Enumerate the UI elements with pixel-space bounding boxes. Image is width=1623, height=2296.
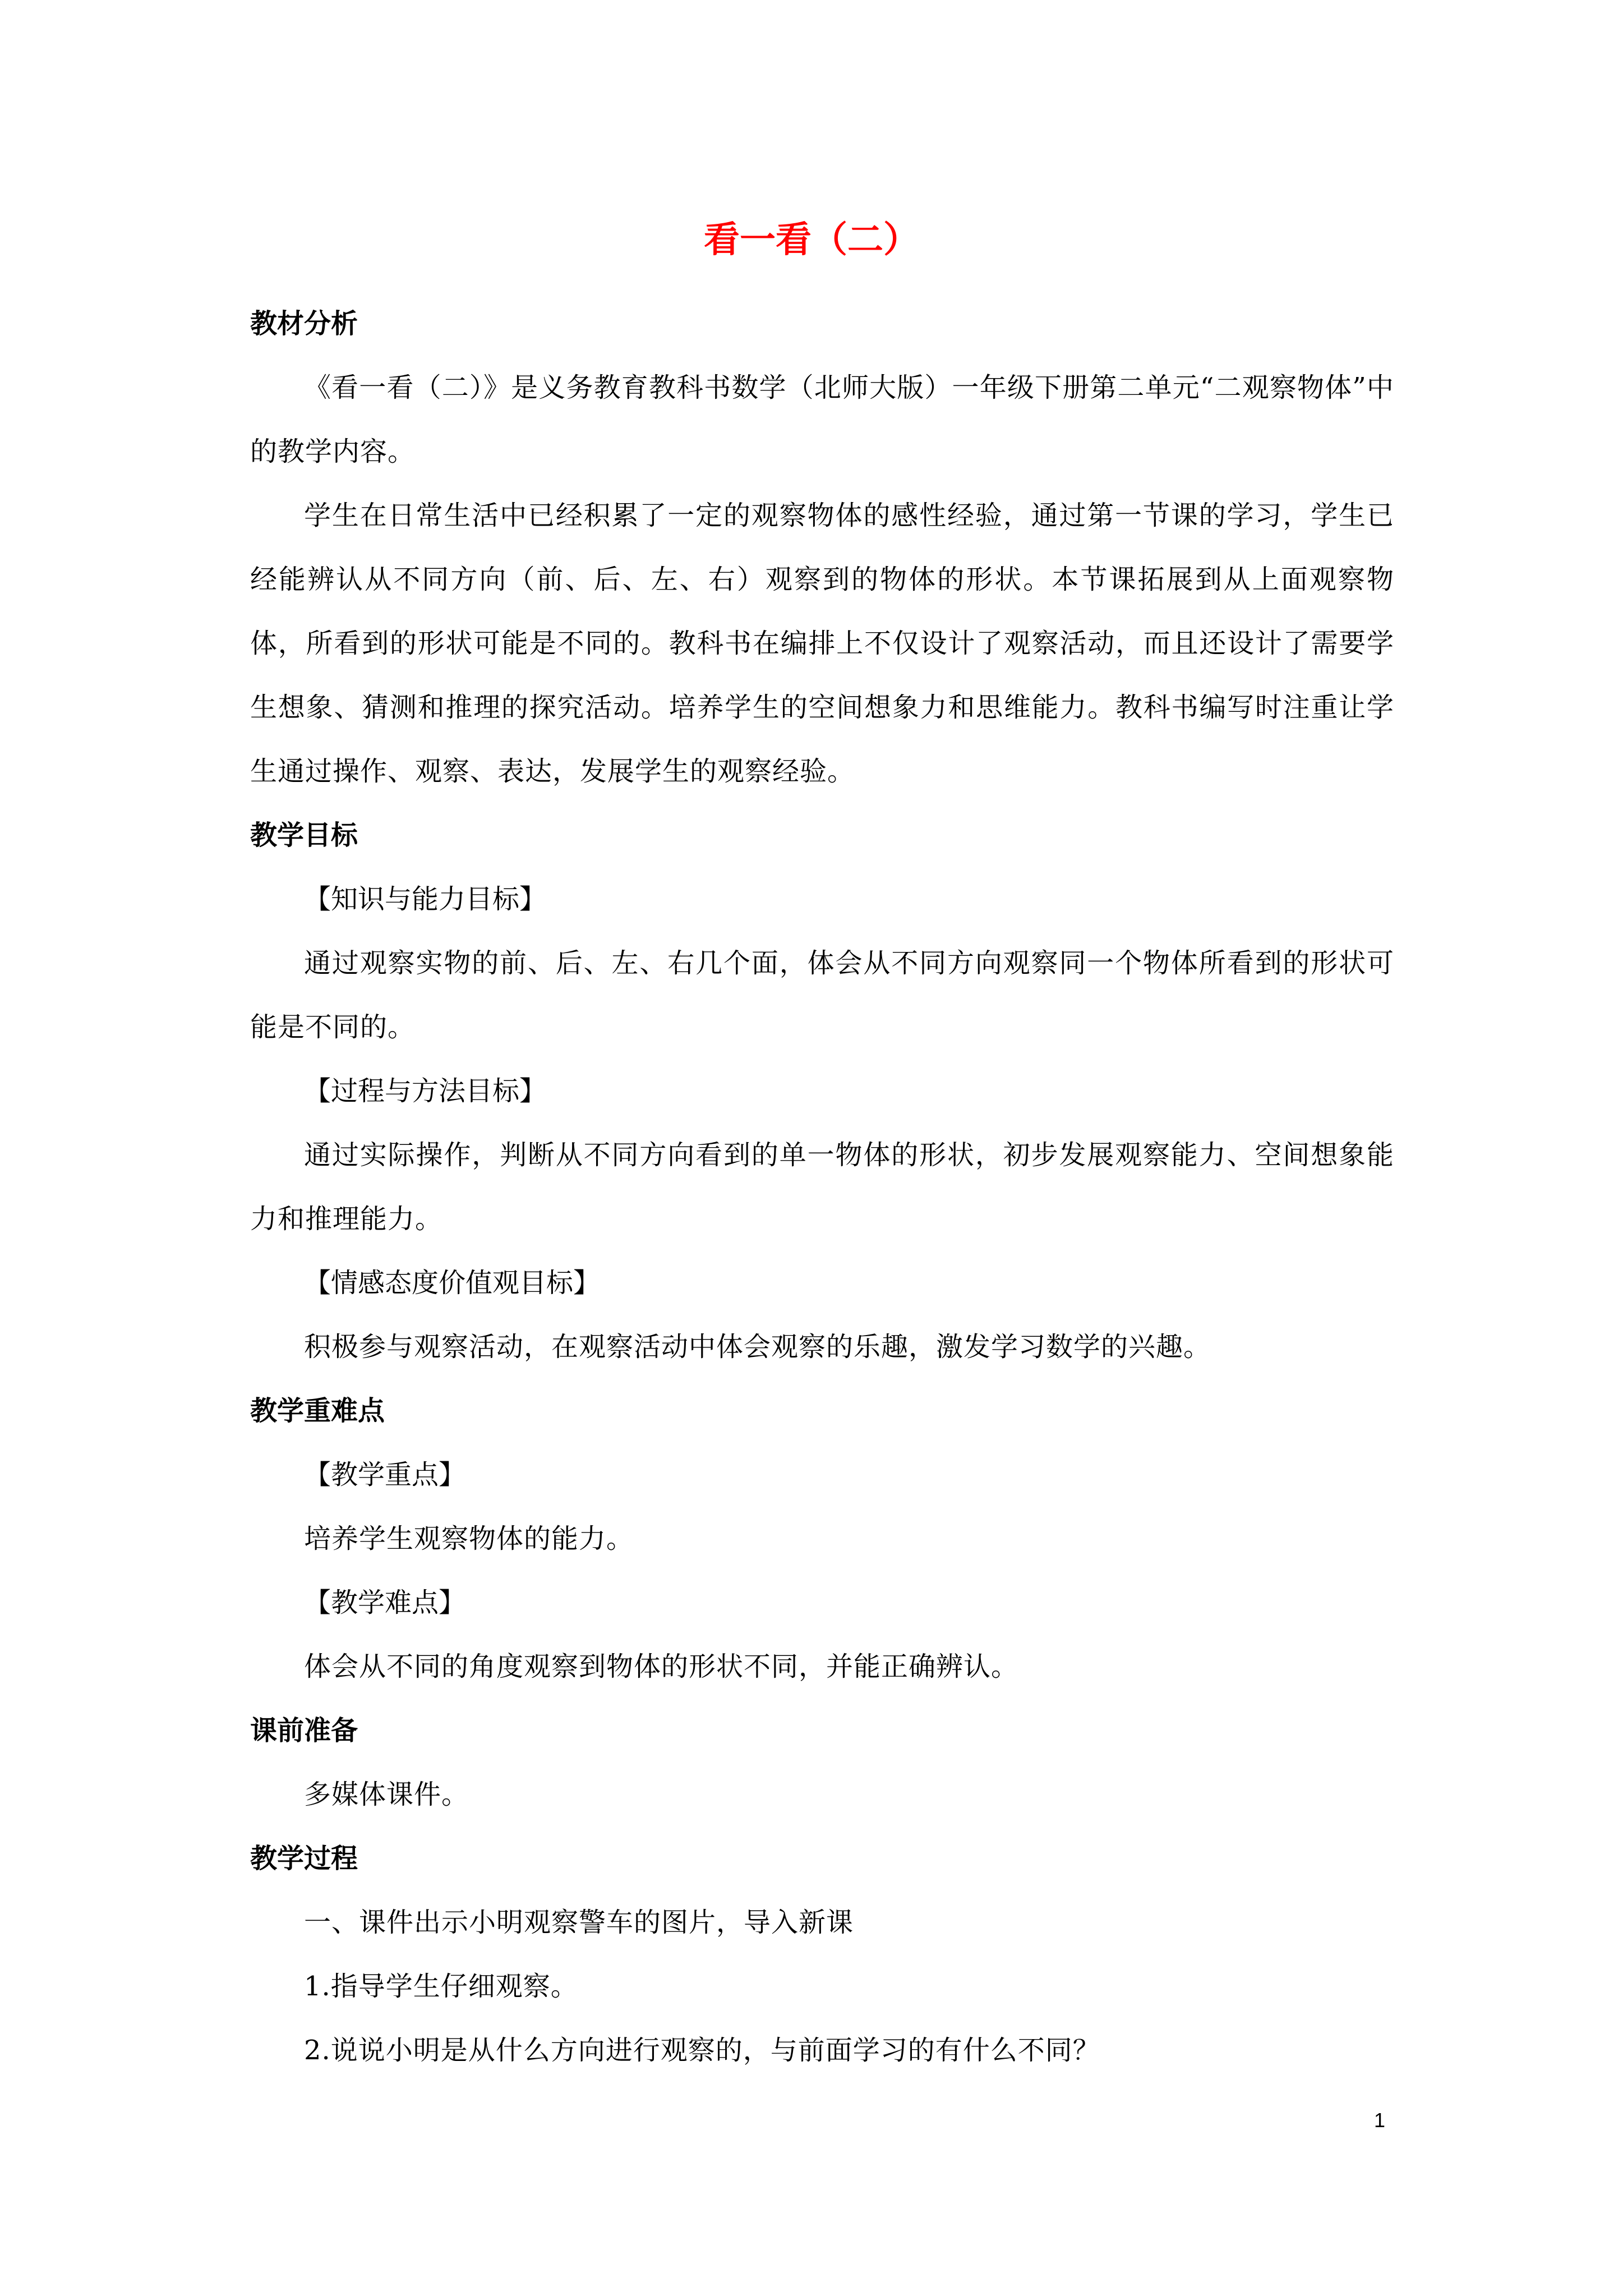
goal-process-label: 【过程与方法目标】 — [304, 1075, 547, 1107]
section-heading-preparation: 课前准备 — [250, 1715, 358, 1746]
difficulty-text: 体会从不同的角度观察到物体的形状不同，并能正确辨认。 — [304, 1651, 1019, 1682]
analysis-paragraph-2: 学生在日常生活中已经积累了一定的观察物体的感性经验，通过第一节课的学习，学生已经能辨认从不同方向（前、后、左、右）观察到的物体的形状。本节课拓展到从上面观察物体，所看到的形状可能是不同的。教科书在编排上不仅设计了观察活动，而且还设计了需要学生想象、猜测和推理的探究活动。培养学生的空间想象力和思维能力。教科书编写时注重让学生通过操作、观察、表达，发展学生的观察经验。 — [250, 500, 1394, 787]
goal-knowledge-text: 通过观察实物的前、后、左、右几个面，体会从不同方向观察同一个物体所看到的形状可能是不同的。 — [250, 947, 1394, 1043]
goal-knowledge-label: 【知识与能力目标】 — [304, 884, 547, 915]
analysis-paragraph-1: 《看一看（二）》是义务教育教科书数学（北师大版）一年级下册第二单元“二观察物体”中的教学内容。 — [250, 372, 1394, 467]
section-heading-key-points: 教学重难点 — [250, 1395, 385, 1427]
focus-text: 培养学生观察物体的能力。 — [304, 1523, 634, 1554]
page-number: 1 — [1373, 2109, 1386, 2132]
document-body — [250, 292, 1394, 2082]
section-heading-process: 教学过程 — [250, 1843, 358, 1874]
preparation-text: 多媒体课件。 — [304, 1779, 469, 1810]
goal-emotion-text: 积极参与观察活动，在观察活动中体会观察的乐趣，激发学习数学的兴趣。 — [304, 1331, 1211, 1363]
goal-emotion-label: 【情感态度价值观目标】 — [304, 1267, 601, 1299]
focus-label: 【教学重点】 — [304, 1459, 466, 1490]
difficulty-label: 【教学难点】 — [304, 1587, 466, 1618]
section-heading-analysis: 教材分析 — [250, 308, 358, 339]
process-item-1: 1.指导学生仔细观察。 — [304, 1971, 578, 2002]
goal-process-text: 通过实际操作，判断从不同方向看到的单一物体的形状，初步发展观察能力、空间想象能力和推理能力。 — [250, 1139, 1394, 1235]
section-heading-goals: 教学目标 — [250, 820, 358, 851]
process-item-2: 2.说说小明是从什么方向进行观察的，与前面学习的有什么不同？ — [304, 2035, 1100, 2066]
document-title: 看一看（二） — [704, 219, 919, 261]
process-step-1: 一、课件出示小明观察警车的图片，导入新课 — [304, 1907, 854, 1938]
